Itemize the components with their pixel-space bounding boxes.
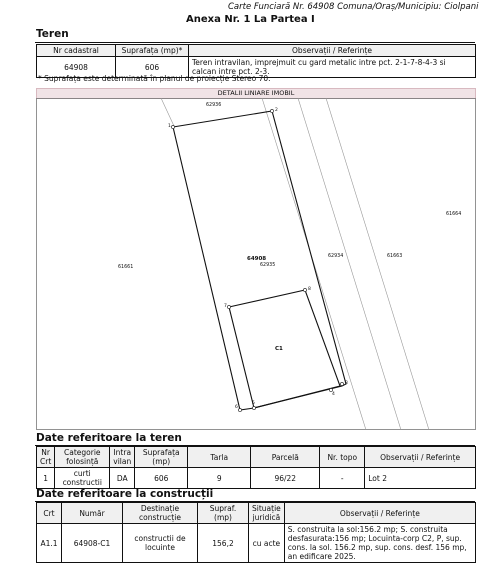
col-suprafata: Suprafața (mp)* [116, 45, 189, 57]
col-crt: Crt [37, 503, 62, 524]
teren-table [36, 44, 476, 78]
cell-nr-crt: 1 [37, 468, 55, 489]
suprafata-footnote: * Suprafața este determinată în planul de proiecție Stereo 70. [38, 74, 271, 83]
col-observatii: Observații / Referințe [365, 447, 476, 468]
point-label: 5 [252, 401, 255, 406]
point-label: 8 [308, 287, 311, 292]
cell-parcela: 96/22 [251, 468, 320, 489]
col-observatii: Observații / Referințe [189, 45, 476, 57]
cell-observatii: Lot 2 [365, 468, 476, 489]
cell-suprafata: 156,2 [198, 524, 249, 563]
plan-frame [37, 99, 476, 430]
col-tarla: Tarla [188, 447, 251, 468]
date-teren-table [36, 446, 476, 489]
cell-suprafata: 606 [116, 57, 189, 78]
neighbor-left-label: 61661 [118, 265, 134, 270]
cell-nr-cadastral: 64908 [37, 57, 116, 78]
cell-destinatie: constructii de locuinte [123, 524, 198, 563]
table-row [37, 468, 476, 489]
col-intravilan: Intra vilan [110, 447, 135, 468]
col-numar: Număr [62, 503, 123, 524]
cell-observatii: Teren intravilan, imprejmuit cu gard metalic intre pct. 2-1-7-8-4-3 si calcan intre pct. 2-3. [189, 57, 476, 78]
point-label: 7 [224, 304, 227, 309]
cell-crt: A1.1 [37, 524, 62, 563]
col-nr-cadastral: Nr cadastral [37, 45, 116, 57]
col-nr-topo: Nr. topo [320, 447, 365, 468]
point-label: 2 [275, 108, 278, 113]
cadastral-plan [36, 98, 476, 430]
table-header-row [37, 45, 476, 57]
point-label: 6 [235, 405, 238, 410]
col-suprafata: Supraf. (mp) [198, 503, 249, 524]
table-header-row [37, 503, 476, 524]
date-constructii-section-title: Date referitoare la construcții [36, 488, 214, 500]
col-parcela: Parcelă [251, 447, 320, 468]
date-constructii-table [36, 502, 476, 563]
parcel-label: 64908 [247, 256, 267, 262]
neighbor-right-far-label: 61664 [446, 212, 462, 217]
building-c1-outline [229, 290, 340, 408]
neighbor-line [161, 98, 174, 126]
neighbor-top-label: 62936 [206, 103, 222, 108]
col-categorie: Categorie folosință [55, 447, 110, 468]
building-label: C1 [275, 346, 283, 352]
point-label: 3 [345, 381, 348, 386]
table-header-row [37, 447, 476, 468]
parcel-sublabel: 62935 [260, 263, 276, 268]
table-row [37, 524, 476, 563]
annex-title: Anexa Nr. 1 La Partea I [186, 14, 315, 25]
cell-observatii: S. construita la sol:156.2 mp; S. construita desfasurata:156 mp; Locuinta-corp C2, P, sup. cons. la sol. 156.2 mp, sup. cons. desf. 156 mp, an edificare 2025. [284, 524, 475, 563]
col-observatii: Observații / Referințe [284, 503, 475, 524]
carte-funciara-header: Carte Funciară Nr. 64908 Comuna/Oraș/Municipiu: Ciolpani [228, 2, 479, 12]
cell-suprafata: 606 [135, 468, 188, 489]
plan-drawing [36, 98, 476, 430]
col-nr-crt: Nr Crt [37, 447, 55, 468]
cell-tarla: 9 [188, 468, 251, 489]
cell-categorie: curti constructii [55, 468, 110, 489]
point-label: 4 [332, 392, 335, 397]
col-destinatie: Destinație construcție [123, 503, 198, 524]
col-situatie: Situație juridică [249, 503, 285, 524]
neighbor-right-mid-label: 61663 [387, 254, 403, 259]
col-suprafata: Suprafața (mp) [135, 447, 188, 468]
date-teren-section-title: Date referitoare la teren [36, 432, 182, 444]
neighbor-right-near-label: 62934 [328, 254, 344, 259]
section-divider [35, 42, 475, 43]
cell-situatie: cu acte [249, 524, 285, 563]
neighbor-line [326, 98, 429, 430]
cell-nr-topo: - [320, 468, 365, 489]
plan-title: DETALII LINIARE IMOBIL [36, 88, 476, 99]
cell-intravilan: DA [110, 468, 135, 489]
point-label: 1 [168, 124, 171, 129]
cell-numar: 64908-C1 [62, 524, 123, 563]
teren-section-title: Teren [36, 28, 69, 40]
